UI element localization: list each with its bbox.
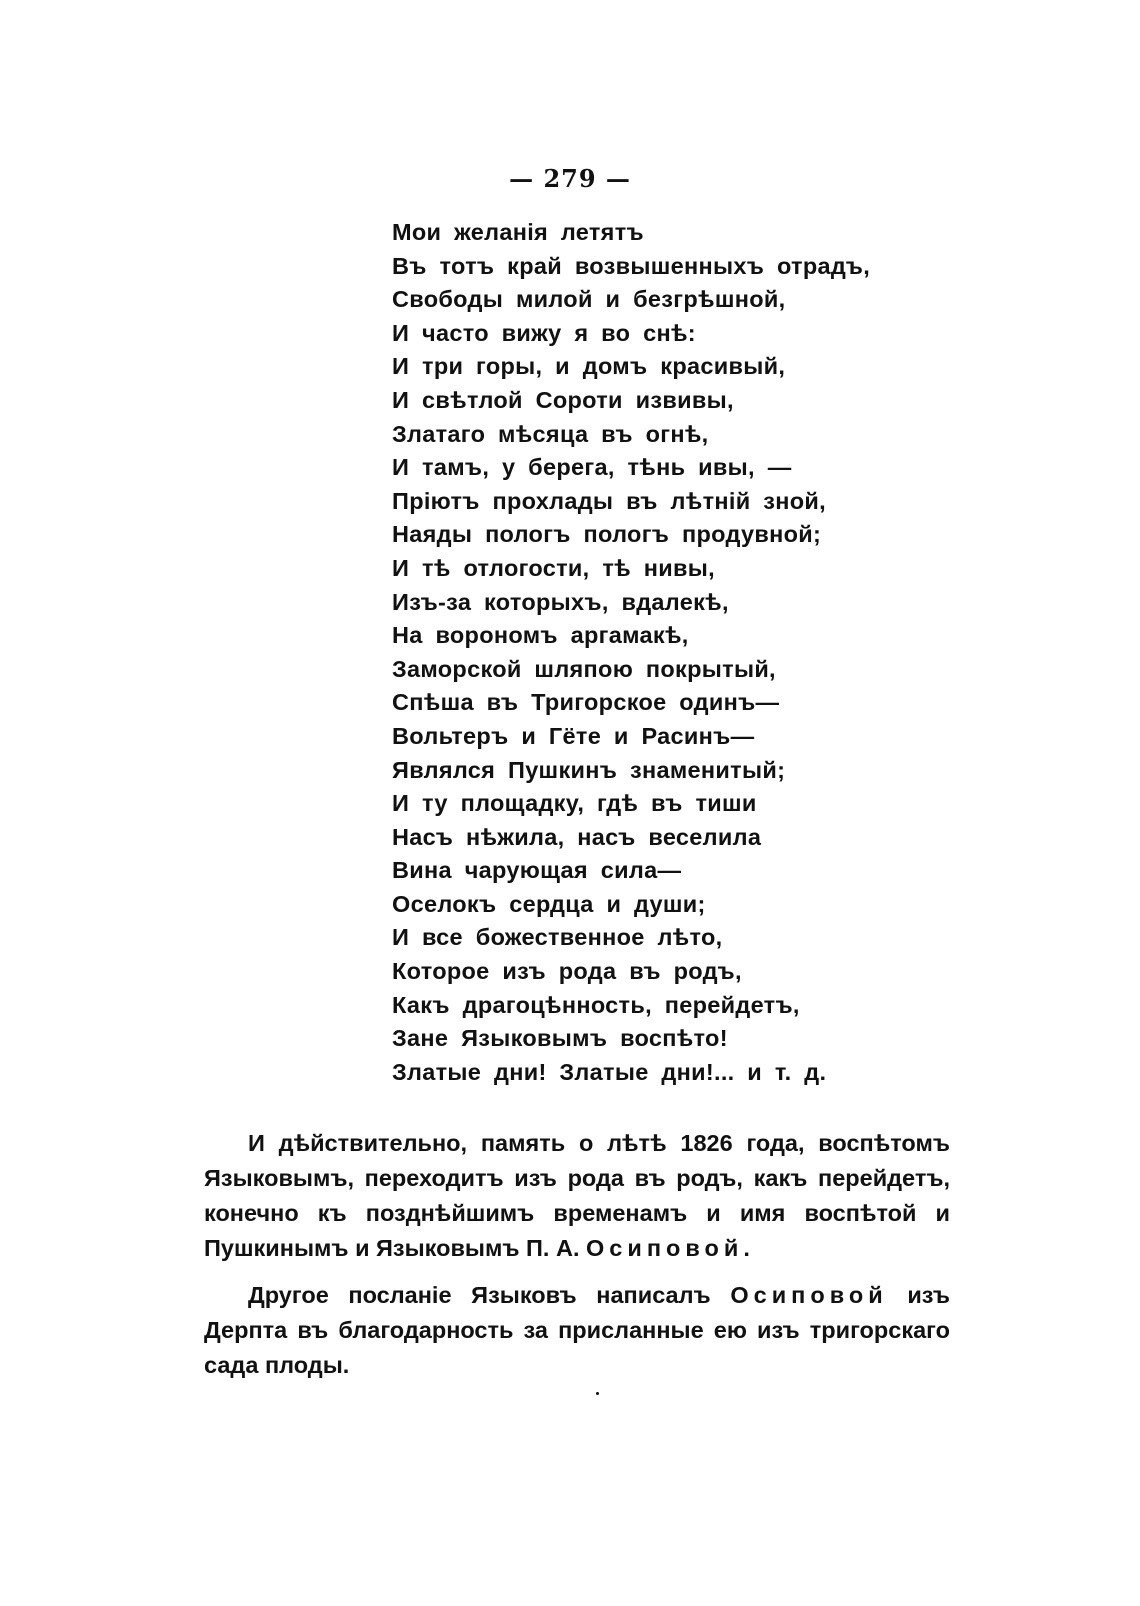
poem-line: Изъ-за которыхъ, вдалекѣ, (392, 588, 729, 615)
poem-line: Наяды пологъ пологъ продувной; (392, 521, 822, 548)
poem-line: Златаго мѣсяца въ огнѣ, (392, 420, 709, 447)
poem-line: И все божественное лѣто, (392, 924, 723, 951)
poem-line: Вольтеръ и Гёте и Расинъ— (392, 722, 755, 749)
poem (392, 216, 952, 1089)
poem-line: Вина чарующая сила— (392, 857, 682, 884)
paragraph (204, 1126, 950, 1266)
poem-line: Оселокъ сердца и души; (392, 890, 706, 917)
name-spaced: Осиповой. (586, 1235, 755, 1261)
poem-line: Мои желанія летятъ (392, 219, 644, 245)
poem-line: Зане Языковымъ воспѣто! (392, 1025, 728, 1052)
name-spaced: Осиповой (730, 1282, 888, 1308)
poem-line: Въ тотъ край возвышенныхъ отрадъ, (392, 252, 871, 279)
poem-line: Являлся Пушкинъ знаменитый; (392, 756, 786, 783)
poem-line: И три горы, и домъ красивый, (392, 353, 786, 380)
page-number: — 279 — (509, 164, 631, 193)
ink-dot (596, 1392, 599, 1395)
poem-line: Спѣша въ Тригорское одинъ— (392, 689, 780, 716)
poem-line: Насъ нѣжила, насъ веселила (392, 823, 762, 850)
poem-line: Заморской шляпою покрытый, (392, 655, 776, 682)
poem-line: И свѣтлой Сороти извивы, (392, 386, 734, 413)
paragraph (204, 1278, 950, 1383)
poem-line: Свободы милой и безгрѣшной, (392, 286, 786, 313)
poem-line: Златые дни! Златые дни!... и т. д. (392, 1058, 827, 1085)
poem-line: И тѣ отлогости, тѣ нивы, (392, 554, 715, 581)
paragraph-text: И дѣйствительно, память о лѣтѣ 1826 года, воспѣтомъ Языковымъ, переходитъ изъ рода въ родъ, какъ перейдетъ, конечно къ позднѣйшимъ временамъ и имя воспѣтой и Пушкинымъ и Языковымъ П. А. (204, 1130, 950, 1261)
prose-body (204, 1126, 950, 1395)
poem-line: И ту площадку, гдѣ въ тиши (392, 790, 757, 817)
poem-line: И тамъ, у берега, тѣнь ивы, — (392, 454, 792, 481)
poem-line: И часто вижу я во снѣ: (392, 319, 696, 346)
poem-line: Пріютъ прохлады въ лѣтній зной, (392, 487, 827, 514)
poem-line: На ворономъ аргамакѣ, (392, 622, 689, 649)
poem-line: Которое изъ рода въ родъ, (392, 958, 742, 985)
poem-line: Какъ драгоцѣнность, перейдетъ, (392, 991, 800, 1018)
paragraph-text: Другое посланіе Языковъ написалъ (248, 1282, 711, 1308)
paragraph-text: изъ Дерпта въ благодарность за присланные ею изъ тригорскаго сада плоды. (204, 1282, 951, 1378)
